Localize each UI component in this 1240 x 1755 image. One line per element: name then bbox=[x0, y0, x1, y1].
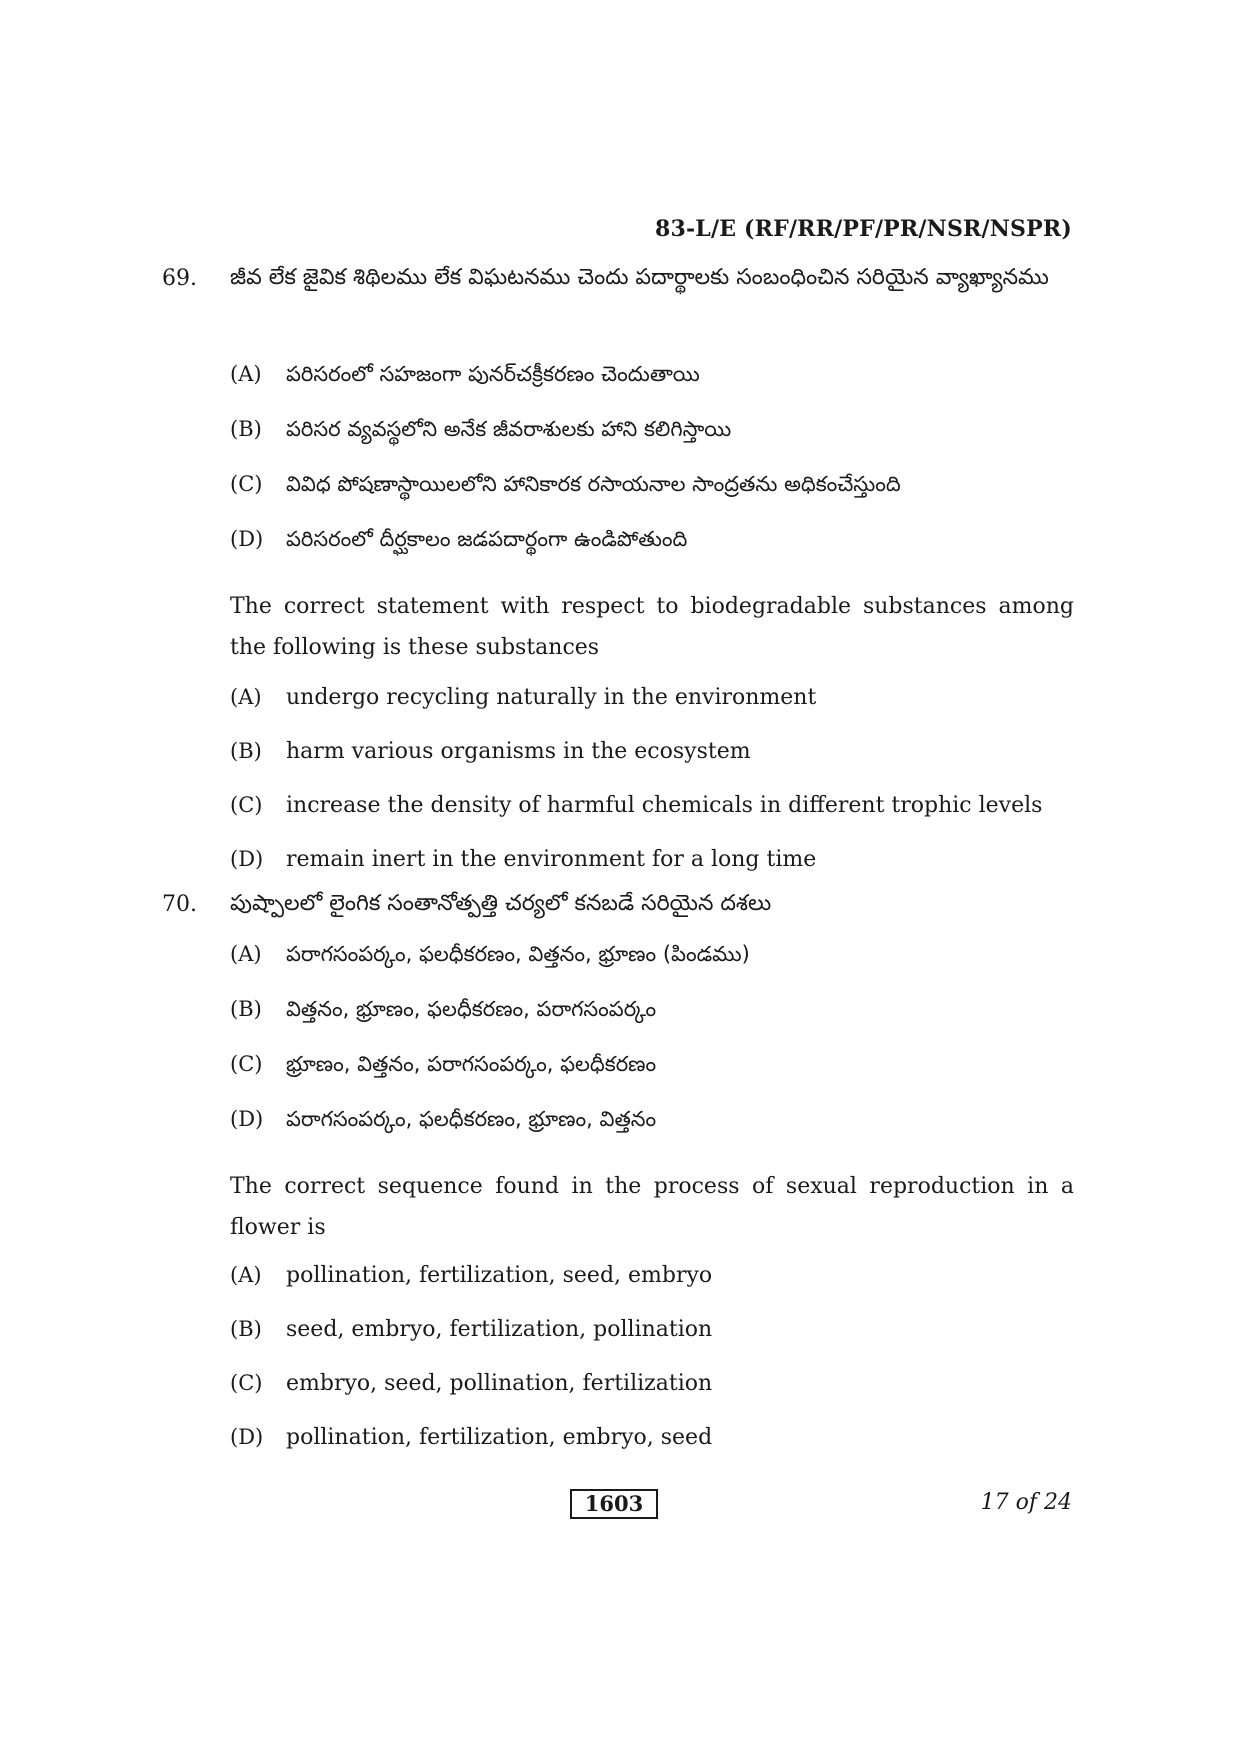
option-label: (C) bbox=[230, 472, 263, 496]
option-label: (B) bbox=[230, 739, 262, 763]
option-text: పరాగసంపర్కం, ఫలధీకరణం, భ్రూణం, విత్తనం bbox=[286, 1107, 657, 1131]
option-label: (B) bbox=[230, 997, 262, 1021]
option-label: (A) bbox=[230, 685, 262, 709]
option-te-b bbox=[230, 997, 1074, 1027]
option-en-b bbox=[230, 1317, 1074, 1342]
option-text: పరాగసంపర్కం, ఫలధీకరణం, విత్తనం, భ్రూణం (పిండము) bbox=[286, 942, 750, 966]
question-number: 69. bbox=[162, 266, 197, 291]
question-stem-telugu: పుష్పాలలో లైంగిక సంతానోత్పత్తి చర్యలో కనబడే సరియైన దశలు bbox=[230, 891, 772, 916]
option-text: వివిధ పోషణాస్థాయిలలోని హానికారక రసాయనాల సాంద్రతను అధికంచేస్తుంది bbox=[286, 472, 901, 496]
option-te-b bbox=[230, 417, 1074, 447]
option-label: (D) bbox=[230, 1107, 264, 1131]
option-te-c bbox=[230, 472, 1074, 502]
option-text: pollination, fertilization, seed, embryo bbox=[286, 1263, 713, 1288]
option-label: (D) bbox=[230, 1425, 264, 1449]
option-en-a bbox=[230, 1263, 1074, 1288]
option-text: పరిసరంలో సహజంగా పునర్‌చక్రీకరణం చెందుతాయి bbox=[286, 362, 700, 386]
question-stem-english: The correct sequence found in the process of sexual reproduction in a flower is bbox=[230, 1174, 1074, 1240]
option-label: (A) bbox=[230, 1263, 262, 1287]
option-en-c bbox=[230, 793, 1074, 818]
option-text: pollination, fertilization, embryo, seed bbox=[286, 1425, 713, 1450]
question-stem-telugu: జీవ లేక జైవిక శిథిలము లేక విఘటనము చెందు పదార్థాలకు సంబంధించిన సరియైన వ్యాఖ్యానము bbox=[230, 265, 1049, 290]
option-te-a bbox=[230, 942, 1074, 972]
question-number: 70. bbox=[162, 892, 197, 917]
option-te-d bbox=[230, 1107, 1074, 1137]
option-te-a bbox=[230, 362, 1074, 392]
option-text: పరిసర వ్యవస్థలోని అనేక జీవరాశులకు హాని కలిగిస్తాయి bbox=[286, 417, 732, 441]
option-text: seed, embryo, fertilization, pollination bbox=[286, 1317, 713, 1342]
page-number: 17 of 24 bbox=[980, 1490, 1072, 1515]
option-label: (D) bbox=[230, 527, 264, 551]
option-en-d bbox=[230, 1425, 1074, 1450]
paper-code: 83-L/E (RF/RR/PF/PR/NSR/NSPR) bbox=[654, 216, 1072, 242]
option-label: (B) bbox=[230, 417, 262, 441]
option-label: (C) bbox=[230, 793, 263, 817]
option-text: embryo, seed, pollination, fertilization bbox=[286, 1371, 713, 1396]
option-text: భ్రూణం, విత్తనం, పరాగసంపర్కం, ఫలధీకరణం bbox=[286, 1052, 657, 1076]
option-label: (D) bbox=[230, 847, 264, 871]
option-label: (C) bbox=[230, 1052, 263, 1076]
option-label: (B) bbox=[230, 1317, 262, 1341]
option-text: undergo recycling naturally in the environment bbox=[286, 685, 817, 710]
option-label: (A) bbox=[230, 362, 262, 386]
option-text: increase the density of harmful chemicals in different trophic levels bbox=[286, 793, 1043, 818]
option-en-a bbox=[230, 685, 1074, 710]
option-te-c bbox=[230, 1052, 1074, 1082]
option-text: పరిసరంలో దీర్ఘకాలం జడపదార్థంగా ఉండిపోతుంది bbox=[286, 527, 688, 551]
option-en-b bbox=[230, 739, 1074, 764]
booklet-code-box: 1603 bbox=[570, 1489, 658, 1519]
option-te-d bbox=[230, 527, 1074, 557]
option-text: harm various organisms in the ecosystem bbox=[286, 739, 751, 764]
option-label: (C) bbox=[230, 1371, 263, 1395]
option-en-c bbox=[230, 1371, 1074, 1396]
question-stem-english: The correct statement with respect to biodegradable substances among the following is these substances bbox=[230, 594, 1074, 660]
option-label: (A) bbox=[230, 942, 262, 966]
option-text: remain inert in the environment for a long time bbox=[286, 847, 817, 872]
option-en-d bbox=[230, 847, 1074, 872]
option-text: విత్తనం, భ్రూణం, ఫలధీకరణం, పరాగసంపర్కం bbox=[286, 997, 657, 1021]
